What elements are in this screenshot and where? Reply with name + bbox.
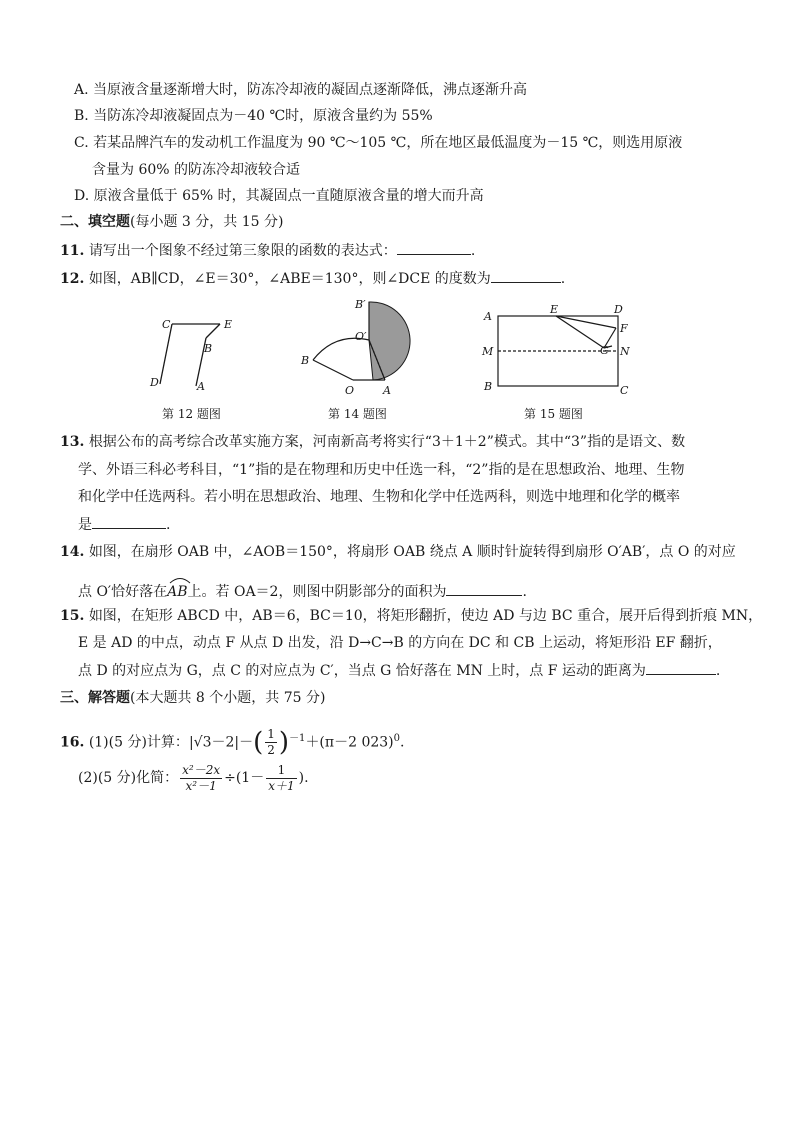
label-d: D [614,303,623,316]
q14-text-line2a: 点 O′恰好落在 [78,584,168,600]
q15-text-line2: E 是 AD 的中点，动点 F 从点 D 出发，沿 D→C→B 的方向在 DC 和 CB 上运动，将矩形沿 EF 翻折， [78,635,722,651]
paren-expression-open: (1－ [235,770,265,786]
label-a: A [197,380,205,393]
q16-part1-label: (1)(5 分)计算： [88,734,189,751]
option-c-line1: C. 若某品牌汽车的发动机工作温度为 90 ℃～105 ℃，所在地区最低温度为－15 ℃，则选用原液 [74,135,683,151]
q13-answer-blank [92,514,166,529]
q13-text-line3: 和化学中任选两科。若小明在思想政治、地理、生物和化学中任选两科，则选中地理和化学的概率 [78,489,680,505]
section2-heading [60,212,283,232]
exponent-zero: 0 [393,733,401,744]
question-12 [60,268,565,289]
label-b-prime: B′ [355,298,366,311]
q15-text-line3: 点 D 的对应点为 G，点 C 的对应点为 C′，当点 G 恰好落在 MN 上时，点 F 运动的距离为 [78,663,646,679]
q16-minus: － [239,734,254,751]
section2-note: (每小题 3 分，共 15 分) [130,214,284,230]
option-b: B. 当防冻冷却液凝固点为－40 ℃时，原液含量约为 55% [74,108,433,124]
q12-number: 12. [60,271,85,287]
q15-answer-blank [646,660,716,675]
label-o-prime: O′ [355,330,367,343]
arc-ab-notation [167,576,187,602]
paren-open: ( [253,727,264,758]
label-e: E [224,318,233,331]
exponent-neg-one: －1 [289,733,306,744]
option-a: A. 当原液含量逐渐增大时，防冻冷却液的凝固点逐渐降低，沸点逐渐升高 [74,82,528,98]
shaded-region [369,302,410,380]
q12-text: 如图，AB∥CD，∠E＝30°，∠ABE＝130°，则∠DCE 的度数为 [88,271,491,287]
fraction-numerator: 1 [267,727,275,742]
q13-text-line1: 根据公布的高考综合改革实施方案，河南新高考将实行“3＋1＋2”模式。其中“3”指的是语文、数 [88,434,686,450]
question-16-part1 [60,722,404,756]
q16-part1-end: . [400,734,405,751]
option-d: D. 原液含量低于 65% 时，其凝固点一直随原液含量的增大而升高 [74,188,484,204]
q13-text-line4: 是 [78,517,92,533]
q16-part1-rest: ＋(π－2 023) [305,734,394,751]
q15-number: 15. [60,608,85,624]
label-c: C [620,384,629,397]
caption-fig14: 第 14 题图 [328,407,387,421]
figure-14 [295,292,425,402]
q14-answer-blank [446,581,522,596]
q12-end: . [560,271,566,287]
line-eb [206,324,220,338]
fraction-inner-numerator: 1 [266,763,296,779]
paren-expression-close: ). [298,770,309,786]
question-14-line2 [78,576,527,602]
label-a: A [484,310,492,323]
fraction-main [180,763,222,794]
q15-end: . [715,663,721,679]
fraction-main-numerator: x²－2x [182,762,221,777]
q14-text-line2b: 上。若 OA＝2，则图中阴影部分的面积为 [187,584,447,600]
question-14-line1 [60,542,736,562]
question-15-line3 [78,660,720,681]
question-13-line1 [60,432,685,452]
label-n: N [620,345,630,358]
q13-number: 13. [60,434,85,450]
caption-fig12: 第 12 题图 [162,407,221,421]
question-15-line1 [60,606,762,626]
caption-fig15: 第 15 题图 [524,407,583,421]
label-b: B [204,342,213,355]
q15-text-line1: 如图，在矩形 ABCD 中，AB＝6，BC＝10，将矩形翻折，使边 AD 与边 BC 重合，展开后得到折痕 MN， [88,608,763,624]
label-o: O [345,384,355,397]
figure-12 [140,300,250,400]
q11-end: . [470,243,476,259]
question-16-part2 [78,760,309,796]
q11-text: 请写出一个图象不经过第三象限的函数的表达式： [88,243,397,259]
q11-answer-blank [397,240,471,255]
division-sign: ÷ [224,770,236,786]
label-c: C [162,318,171,331]
section3-title: 三、解答题 [60,690,130,706]
fraction-denominator: 2 [267,743,275,758]
line-cd [160,324,172,384]
option-c-line2: 含量为 60% 的防冻冷却液较合适 [92,162,301,178]
arc-ab-label: AB [167,584,188,600]
question-11 [60,240,475,261]
question-13-line4 [78,514,170,535]
label-a: A [383,384,391,397]
q16-abs-expression: |√3－2| [188,734,240,751]
segment-bo [313,360,353,380]
label-m: M [482,345,494,358]
label-d: D [150,376,159,389]
figure-15 [478,300,638,400]
label-g: G [600,344,609,357]
q14-number: 14. [60,544,85,560]
fraction-inner-denominator: x＋1 [268,778,295,793]
label-b: B [484,380,493,393]
fraction-one-half [265,727,277,758]
fraction-inner [266,763,296,794]
q16-part2-label: (2)(5 分)化简： [78,770,179,786]
section3-note: (本大题共 8 个小题，共 75 分) [130,690,326,706]
q13-end: . [166,517,171,533]
q13-text-line2: 学、外语三科必考科目，“1”指的是在物理和历史中任选一科，“2”指的是在思想政治、地理、生物 [78,462,685,478]
q12-answer-blank [491,268,561,283]
q16-number: 16. [60,734,85,751]
section2-title: 二、填空题 [60,214,130,230]
label-f: F [620,322,628,335]
paren-close: ) [278,727,290,758]
q11-number: 11. [60,243,85,259]
label-e: E [550,303,559,316]
label-b: B [301,354,310,367]
q14-text-line1: 如图，在扇形 OAB 中，∠AOB＝150°，将扇形 OAB 绕点 A 顺时针旋转得到扇形 O′AB′，点 O 的对应 [88,544,736,560]
q14-end: . [522,584,527,600]
fraction-main-denominator: x²－1 [185,778,217,793]
section3-heading [60,688,325,708]
